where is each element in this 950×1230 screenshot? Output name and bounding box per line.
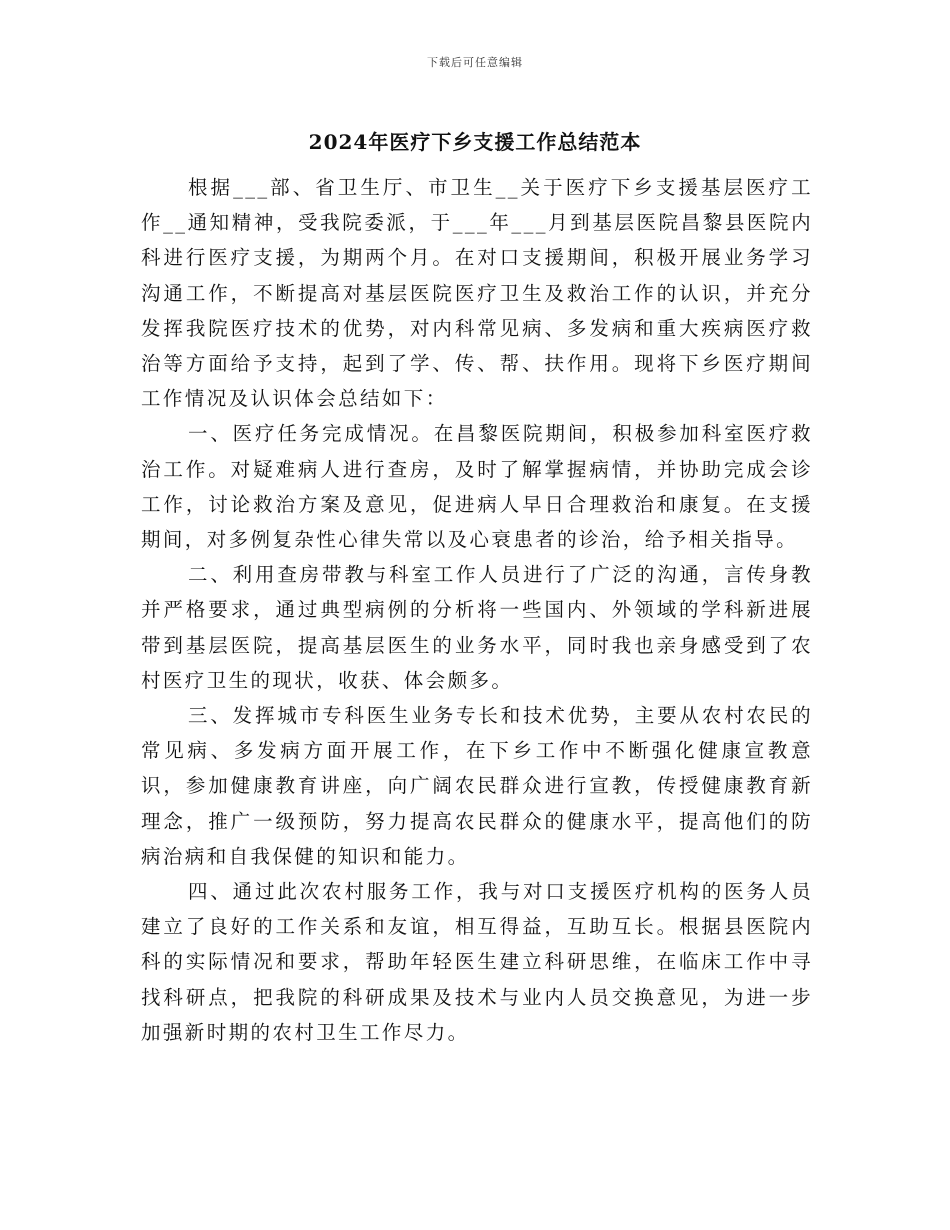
paragraph-section-3: 三、发挥城市专科医生业务专长和技术优势，主要从农村农民的常见病、多发病方面开展工作，在下乡工作中不断强化健康宣教意识，参加健康教育讲座，向广阔农民群众进行宣教，传授健康教育新理念，推广一级预防，努力提高农民群众的健康水平，提高他们的防病治病和自我保健的知识和能力。 [141,704,813,868]
paragraph-section-1: 一、医疗任务完成情况。在昌黎医院期间，积极参加科室医疗救治工作。对疑难病人进行查房，及时了解掌握病情，并协助完成会诊工作，讨论救治方案及意见，促进病人早日合理救治和康复。在支援期间，对多例复杂性心律失常以及心衰患者的诊治，给予相关指导。 [141,422,813,552]
paragraph-section-4: 四、通过此次农村服务工作，我与对口支援医疗机构的医务人员建立了良好的工作关系和友谊，相互得益，互助互长。根据县医院内科的实际情况和要求，帮助年轻医生建立科研思维，在临床工作中寻找科研点，把我院的科研成果及技术与业内人员交换意见，为进一步加强新时期的农村卫生工作尽力。 [141,880,813,1044]
document-title: 2024年医疗下乡支援工作总结范本 [308,130,642,154]
document-body [141,170,813,1050]
paragraph-intro: 根据___部、省卫生厅、市卫生__关于医疗下乡支援基层医疗工作__通知精神，受我院委派，于___年___月到基层医院昌黎县医院内科进行医疗支援，为期两个月。在对口支援期间，积极开展业务学习沟通工作，不断提高对基层医院医疗卫生及救治工作的认识，并充分发挥我院医疗技术的优势，对内科常见病、多发病和重大疾病医疗救治等方面给予支持，起到了学、传、帮、扶作用。现将下乡医疗期间工作情况及认识体会总结如下： [141,176,813,411]
page-header-note: 下载后可任意编辑 [427,56,523,69]
paragraph-section-2: 二、利用查房带教与科室工作人员进行了广泛的沟通，言传身教并严格要求，通过典型病例的分析将一些国内、外领域的学科新进展带到基层医院，提高基层医生的业务水平，同时我也亲身感受到了农村医疗卫生的现状，收获、体会颇多。 [141,563,813,692]
